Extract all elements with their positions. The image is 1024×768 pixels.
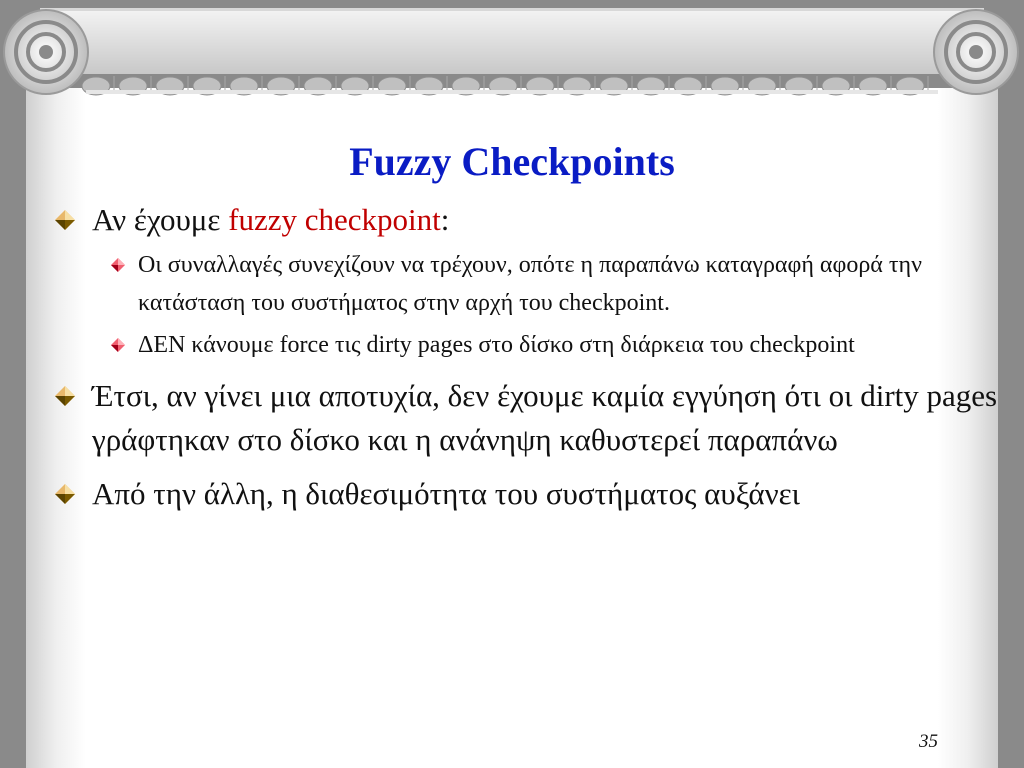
page-number: 35 — [919, 731, 938, 752]
list-item — [54, 246, 1004, 322]
sub-bullet-text: Οι συναλλαγές συνεχίζουν να τρέχουν, οπότε η παραπάνω καταγραφή αφορά την κατάσταση του συστήματος στην αρχή του checkpoint. — [138, 252, 922, 316]
red-diamond-bullet-icon — [110, 257, 126, 273]
left-volute-icon — [4, 10, 88, 94]
diamond-bullet-icon — [54, 209, 76, 231]
bullet-text: Αν έχουμε — [92, 202, 229, 237]
bullet-text-suffix: : — [440, 202, 450, 237]
bullet-text: Από την άλλη, η διαθεσιμότητα του συστήματος αυξάνει — [92, 476, 800, 511]
bullet-text: Έτσι, αν γίνει μια αποτυχία, δεν έχουμε καμία εγγύηση ότι οι dirty pages γράφτηκαν στο δίσκο και η ανάνηψη καθυστερεί παραπάνω — [92, 378, 998, 457]
column-capital — [0, 0, 1024, 100]
right-volute-icon — [934, 10, 1018, 94]
diamond-bullet-icon — [54, 483, 76, 505]
list-item — [54, 472, 1004, 516]
highlight-text: fuzzy checkpoint — [228, 202, 441, 237]
slide-title: Fuzzy Checkpoints — [349, 139, 675, 184]
red-diamond-bullet-icon — [110, 337, 126, 353]
sub-bullet-text: ΔΕΝ κάνουμε force τις dirty pages στο δίσκο στη διάρκεια του checkpoint — [138, 332, 855, 358]
list-item — [54, 198, 1004, 242]
bullet-list — [54, 198, 1004, 516]
list-item — [54, 374, 1004, 462]
diamond-bullet-icon — [54, 385, 76, 407]
list-item — [54, 326, 1004, 364]
